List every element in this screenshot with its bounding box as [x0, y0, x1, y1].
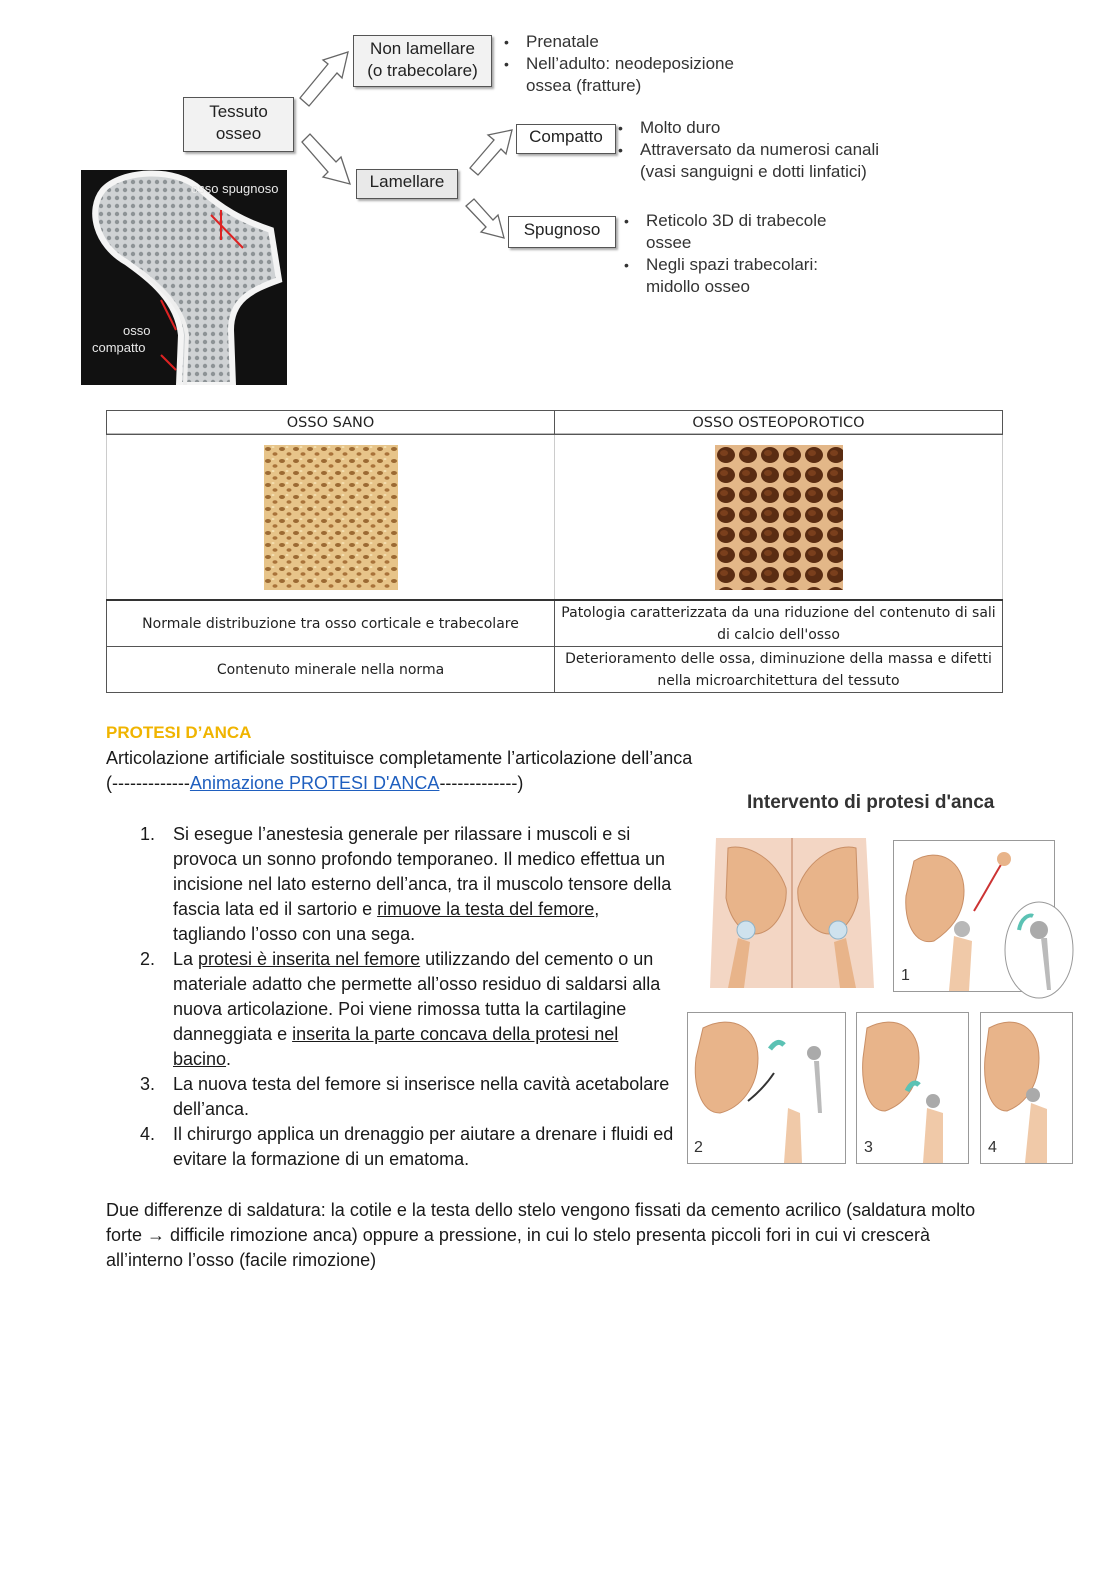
link-suffix: -------------)	[439, 773, 524, 793]
arrow-to-non-lamellare	[300, 52, 348, 106]
figure-title: Intervento di protesi d'anca	[747, 792, 995, 813]
panel-number: 3	[864, 1139, 873, 1156]
row2-healthy: Contenuto minerale nella norma	[107, 647, 555, 693]
intro-text: Articolazione artificiale sostituisce completamente l’articolazione dell’anca	[106, 748, 693, 768]
healthy-bone-texture	[264, 445, 398, 590]
arrow-to-lamellare	[302, 134, 350, 184]
animation-link[interactable]: Animazione PROTESI D'ANCA	[189, 773, 440, 793]
bullet-molto-duro: • Molto duro	[618, 117, 879, 139]
non-lamellare-line1: Non lamellare	[370, 39, 475, 58]
bullet-canali-cont: (vasi sanguigni e dotti linfatici)	[640, 162, 867, 181]
bullet-reticolo: • Reticolo 3D di trabecole	[624, 210, 826, 232]
step-text: Si esegue l’anestesia generale per rilassare i muscoli e si provoca un sonno profondo temporaneo. Il medico effettua un incisione nel lato esterno dell’anca, tra il muscolo tensore della fascia lata ed il sartorio e	[173, 824, 672, 919]
closing-paragraph: Due differenze di saldatura: la cotile e la testa dello stelo vengono fissati da cemento acrilico (saldatura molto forte → difficile rimozione anca) oppure a pressione, in cui lo stelo presenta piccoli fori in cui vi crescerà all’interno l’osso (facile rimozione)	[106, 1200, 976, 1270]
step-underlined: protesi è inserita nel femore	[198, 949, 421, 969]
step-number: 4.	[140, 1124, 156, 1144]
bullet-canali: • Attraversato da numerosi canali	[618, 139, 879, 161]
spugnoso-label: Spugnoso	[523, 220, 601, 239]
box-spugnoso	[508, 216, 616, 248]
box-compatto	[516, 124, 616, 154]
compatto-bullets	[618, 117, 879, 183]
step-panel-4	[980, 1012, 1073, 1164]
step-number: 3.	[140, 1074, 156, 1094]
step-panel-2	[687, 1012, 846, 1164]
image-cell-osteoporotic	[555, 435, 1003, 601]
prosthesis-detail-circle	[1003, 900, 1075, 1000]
intro-paragraph	[106, 746, 766, 796]
femur-label-compatto-1: osso	[123, 323, 151, 338]
bullet-spazi-trabecolari-cont: midollo osseo	[646, 277, 750, 296]
step-2-illustration	[688, 1013, 845, 1163]
step-text: utilizzando del cemento o un materiale adatto che permette all’osso residuo di saldarsi alla nuova articolazione. Poi viene rimossa tutta la cartilagine danneggiata e	[173, 949, 661, 1044]
root-box-line1: Tessuto	[209, 102, 268, 121]
step-text: Il chirurgo applica un drenaggio per aiutare a drenare i fluidi ed evitare la formazione di un ematoma.	[173, 1124, 674, 1169]
root-box-line2: osseo	[215, 124, 262, 143]
femur-label-compatto-2: compatto	[92, 340, 146, 355]
bullet-prenatale: • Prenatale	[504, 31, 734, 53]
header-osso-sano: OSSO SANO	[107, 411, 555, 435]
panel-number: 4	[988, 1139, 997, 1156]
osteoporotic-bone-texture	[715, 445, 843, 590]
femur-label-spugnoso: osso spugnoso	[191, 181, 279, 196]
step-item	[136, 822, 676, 947]
step-text: , tagliando l’osso con una sega.	[173, 899, 600, 944]
bullet-neodeposizione: • Nell’adulto: neodeposizione	[504, 53, 734, 75]
bullet-reticolo-cont: ossee	[646, 233, 692, 252]
spugnoso-bullets	[624, 210, 826, 298]
non-lamellare-bullets	[504, 31, 734, 97]
step-underlined: inserita la parte concava della protesi nel bacino	[173, 1024, 619, 1069]
header-osso-osteoporotico: OSSO OSTEOPOROTICO	[555, 411, 1003, 435]
animation-link-line	[106, 771, 766, 796]
panel-number: 2	[694, 1139, 703, 1156]
section-heading: PROTESI D’ANCA	[106, 723, 252, 742]
step-panel-3	[856, 1012, 969, 1164]
procedure-steps	[136, 822, 676, 1172]
compatto-label: Compatto	[529, 127, 603, 146]
arrow-to-compatto	[470, 130, 512, 175]
row1-osteoporotic: Patologia caratterizzata da una riduzione del contenuto di sali di calcio dell'osso	[555, 600, 1003, 647]
step-item	[136, 1072, 676, 1122]
panel-number: 1	[901, 967, 910, 984]
step-text: .	[226, 1049, 232, 1069]
step-text: La nuova testa del femore si inserisce nella cavità acetabolare dell’anca.	[173, 1074, 670, 1119]
root-box-tessuto-osseo	[183, 97, 294, 152]
image-cell-healthy	[107, 435, 555, 601]
step-3-illustration	[857, 1013, 968, 1163]
bullet-neodeposizione-cont: ossea (fratture)	[526, 76, 642, 95]
osteoporosis-comparison-table	[106, 410, 1003, 693]
lamellare-label: Lamellare	[369, 172, 445, 191]
step-text: La	[173, 949, 199, 969]
step-underlined: rimuove la testa del femore	[377, 899, 595, 919]
step-number: 2.	[140, 949, 156, 969]
pelvis-overview-illustration	[706, 838, 878, 990]
non-lamellare-line2: (o trabecolare)	[367, 61, 478, 80]
arrow-to-spugnoso	[466, 199, 504, 238]
row1-healthy: Normale distribuzione tra osso corticale e trabecolare	[107, 600, 555, 647]
step-item	[136, 947, 676, 1072]
step-number: 1.	[140, 824, 156, 844]
step-item	[136, 1122, 676, 1172]
row2-osteoporotic: Deterioramento delle ossa, diminuzione della massa e difetti nella microarchitettura del tessuto	[555, 647, 1003, 693]
link-prefix: (-------------	[106, 773, 190, 793]
femur-section-image	[81, 170, 287, 385]
bullet-spazi-trabecolari: • Negli spazi trabecolari:	[624, 254, 826, 276]
diagram-arrows	[290, 40, 520, 250]
